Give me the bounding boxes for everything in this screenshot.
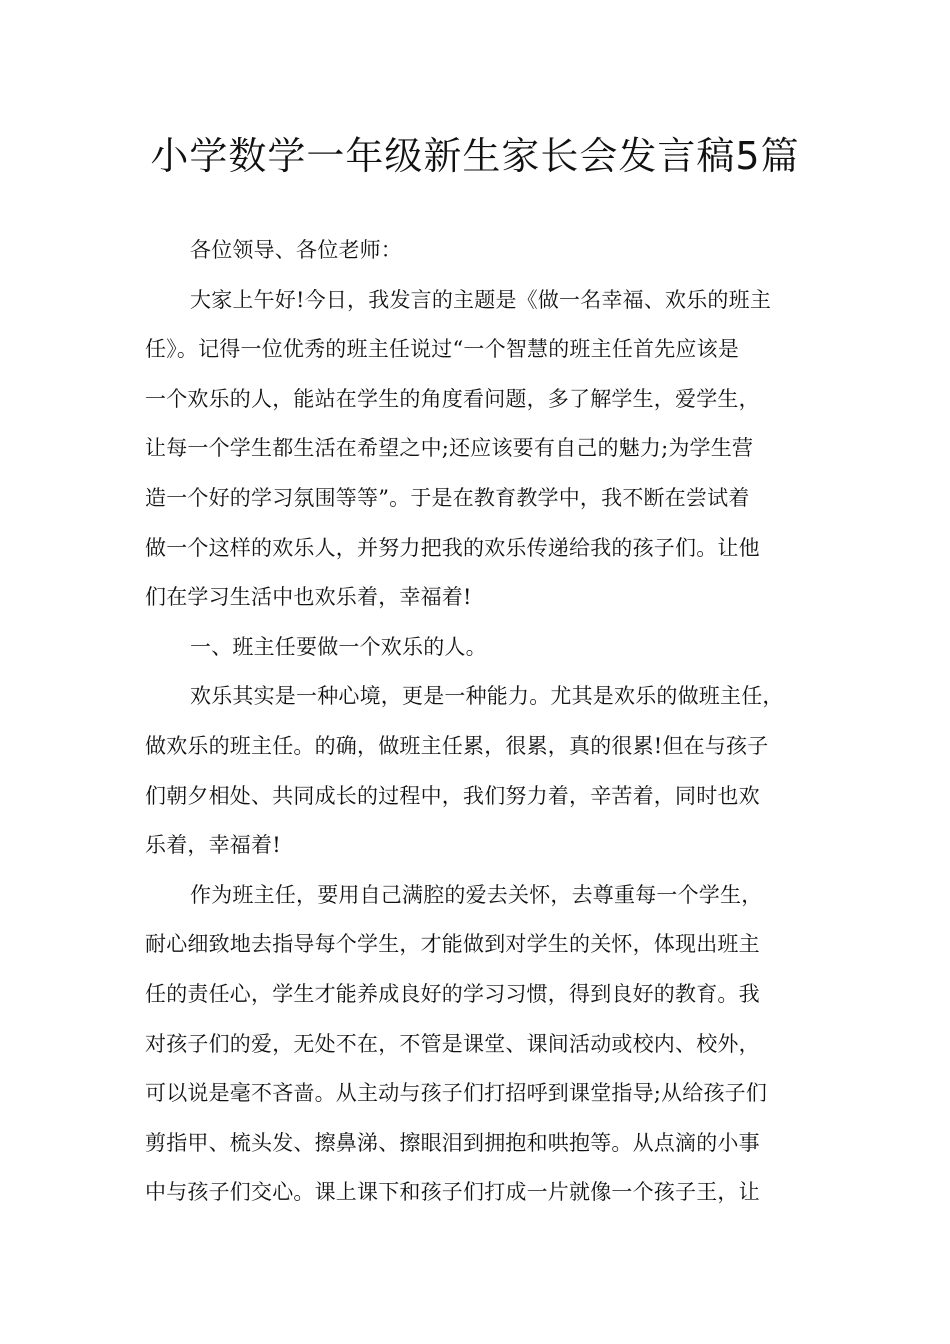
paragraph-line: 任的责任心，学生才能养成良好的学习习惯，得到良好的教育。我	[145, 981, 760, 1006]
paragraph-line: 让每一个学生都生活在希望之中;还应该要有自己的魅力;为学生营	[145, 436, 754, 461]
section-heading: 一、班主任要做一个欢乐的人。	[190, 634, 487, 659]
paragraph-line: 乐着，幸福着!	[145, 833, 281, 858]
salutation-line: 各位领导、各位老师：	[190, 238, 402, 262]
document-title: 小学数学一年级新生家长会发言稿5篇	[150, 134, 800, 178]
paragraph-line: 中与孩子们交心。课上课下和孩子们打成一片就像一个孩子王，让	[145, 1180, 760, 1205]
paragraph-line: 做欢乐的班主任。的确，做班主任累，很累，真的很累!但在与孩子	[145, 733, 769, 758]
paragraph-line: 剪指甲、梳头发、擦鼻涕、擦眼泪到拥抱和哄抱等。从点滴的小事	[145, 1130, 760, 1155]
paragraph-line: 对孩子们的爱，无处不在，不管是课堂、课间活动或校内、校外，	[145, 1031, 760, 1056]
paragraph-line: 们朝夕相处、共同成长的过程中，我们努力着，辛苦着，同时也欢	[145, 783, 760, 808]
paragraph-line: 一个欢乐的人，能站在学生的角度看问题，多了解学生，爱学生，	[145, 386, 760, 411]
paragraph-line: 耐心细致地去指导每个学生，才能做到对学生的关怀，体现出班主	[145, 932, 760, 957]
paragraph-line: 作为班主任，要用自己满腔的爱去关怀，去尊重每一个学生，	[190, 882, 763, 907]
paragraph-line: 任》。记得一位优秀的班主任说过“一个智慧的班主任首先应该是	[145, 337, 740, 362]
document-body	[145, 226, 820, 1218]
paragraph-line: 可以说是毫不吝啬。从主动与孩子们打招呼到课堂指导;从给孩子们	[145, 1081, 768, 1106]
paragraph-line: 大家上午好!今日，我发言的主题是《做一名幸福、欢乐的班主	[190, 287, 772, 312]
paragraph-line: 们在学习生活中也欢乐着，幸福着!	[145, 585, 472, 610]
paragraph-line: 造一个好的学习氛围等等”。于是在教育教学中，我不断在尝试着	[145, 485, 750, 510]
paragraph-line: 欢乐其实是一种心境，更是一种能力。尤其是欢乐的做班主任，	[190, 684, 784, 709]
paragraph-line: 做一个这样的欢乐人，并努力把我的欢乐传递给我的孩子们。让他	[145, 535, 760, 560]
